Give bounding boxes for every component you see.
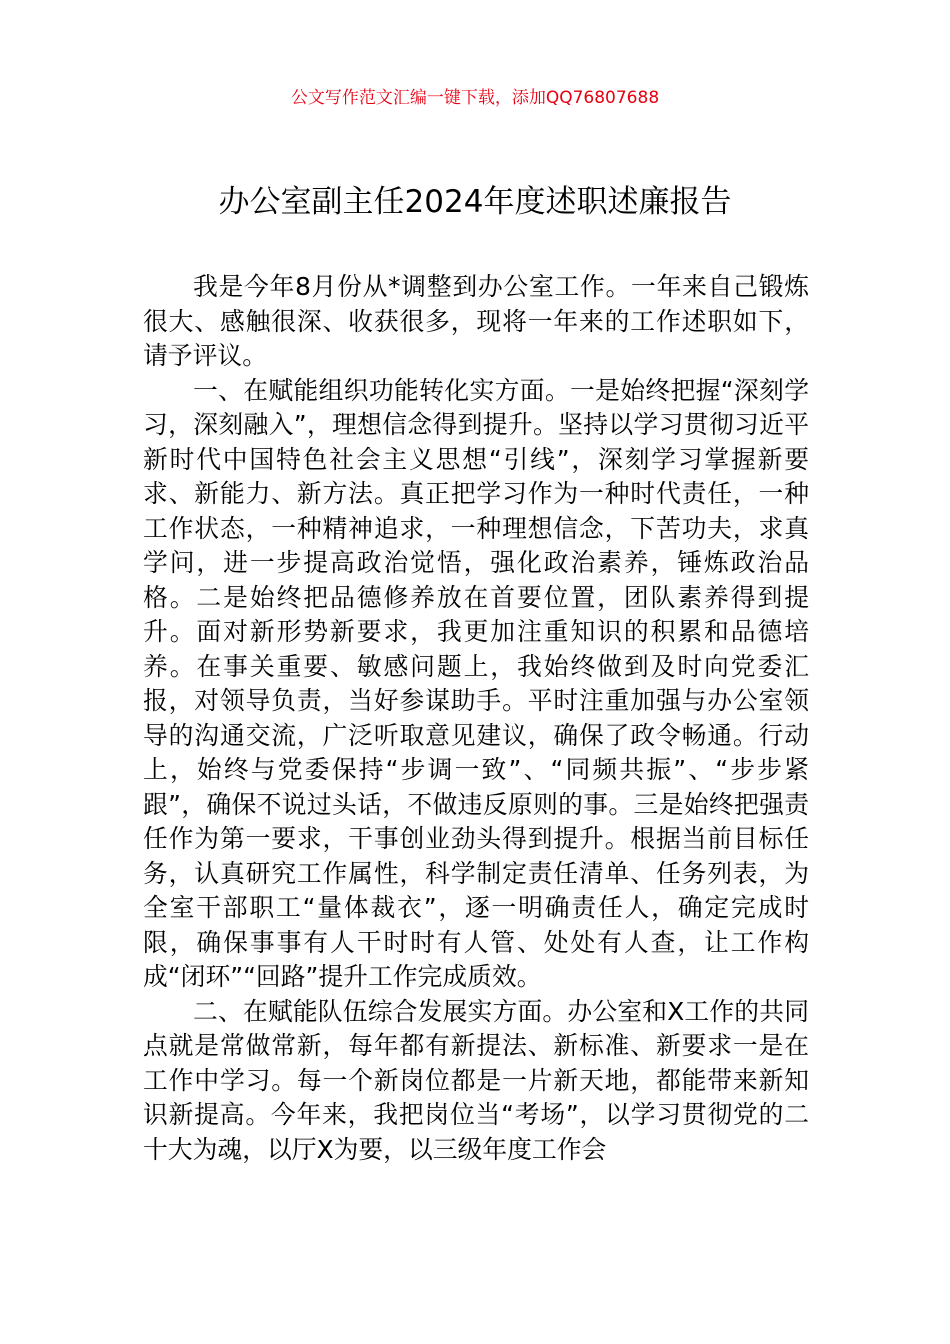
document-title: 办公室副主任2024年度述职述廉报告 [218,184,732,220]
paragraph-section-one: 一、在赋能组织功能转化实方面。一是始终把握“深刻学习，深刻融入”，理想信念得到提升。坚持以学习贯彻习近平新时代中国特色社会主义思想“引线”，深刻学习掌握新要求、新能力、新方法。真正把学习作为一种时代责任，一种工作状态，一种精神追求，一种理想信念，下苦功夫，求真学问，进一步提高政治觉悟，强化政治素养，锤炼政治品格。二是始终把品德修养放在首要位置，团队素养得到提升。面对新形势新要求，我更加注重知识的积累和品德培养。在事关重要、敏感问题上，我始终做到及时向党委汇报，对领导负责，当好参谋助手。平时注重加强与办公室领导的沟通交流，广泛听取意见建议，确保了政令畅通。行动上，始终与党委保持“步调一致”、“同频共振”、“步步紧跟”，确保不说过头话，不做违反原则的事。三是始终把强责任作为第一要求，干事创业劲头得到提升。根据当前目标任务，认真研究工作属性，科学制定责任清单、任务列表，为全室干部职工“量体裁衣”，逐一明确责任人，确定完成时限，确保事事有人干时时有人管、处处有人查，让工作构成“闭环”“回路”提升工作完成质效。 [143,375,809,991]
paragraph-section-two: 二、在赋能队伍综合发展实方面。办公室和X工作的共同点就是常做常新，每年都有新提法、新标准、新要求一是在工作中学习。每一个新岗位都是一片新天地，都能带来新知识新提高。今年来，我把岗位当“考场”，以学习贯彻党的二十大为魂，以厅X为要，以三级年度工作会 [143,996,809,1164]
paragraph-intro: 我是今年8月份从*调整到办公室工作。一年来自己锻炼很大、感触很深、收获很多，现将一年来的工作述职如下，请予评议。 [143,272,809,370]
download-promo-note: 公文写作范文汇编一键下载，添加QQ76807688 [290,88,660,108]
document-body [143,270,809,1167]
